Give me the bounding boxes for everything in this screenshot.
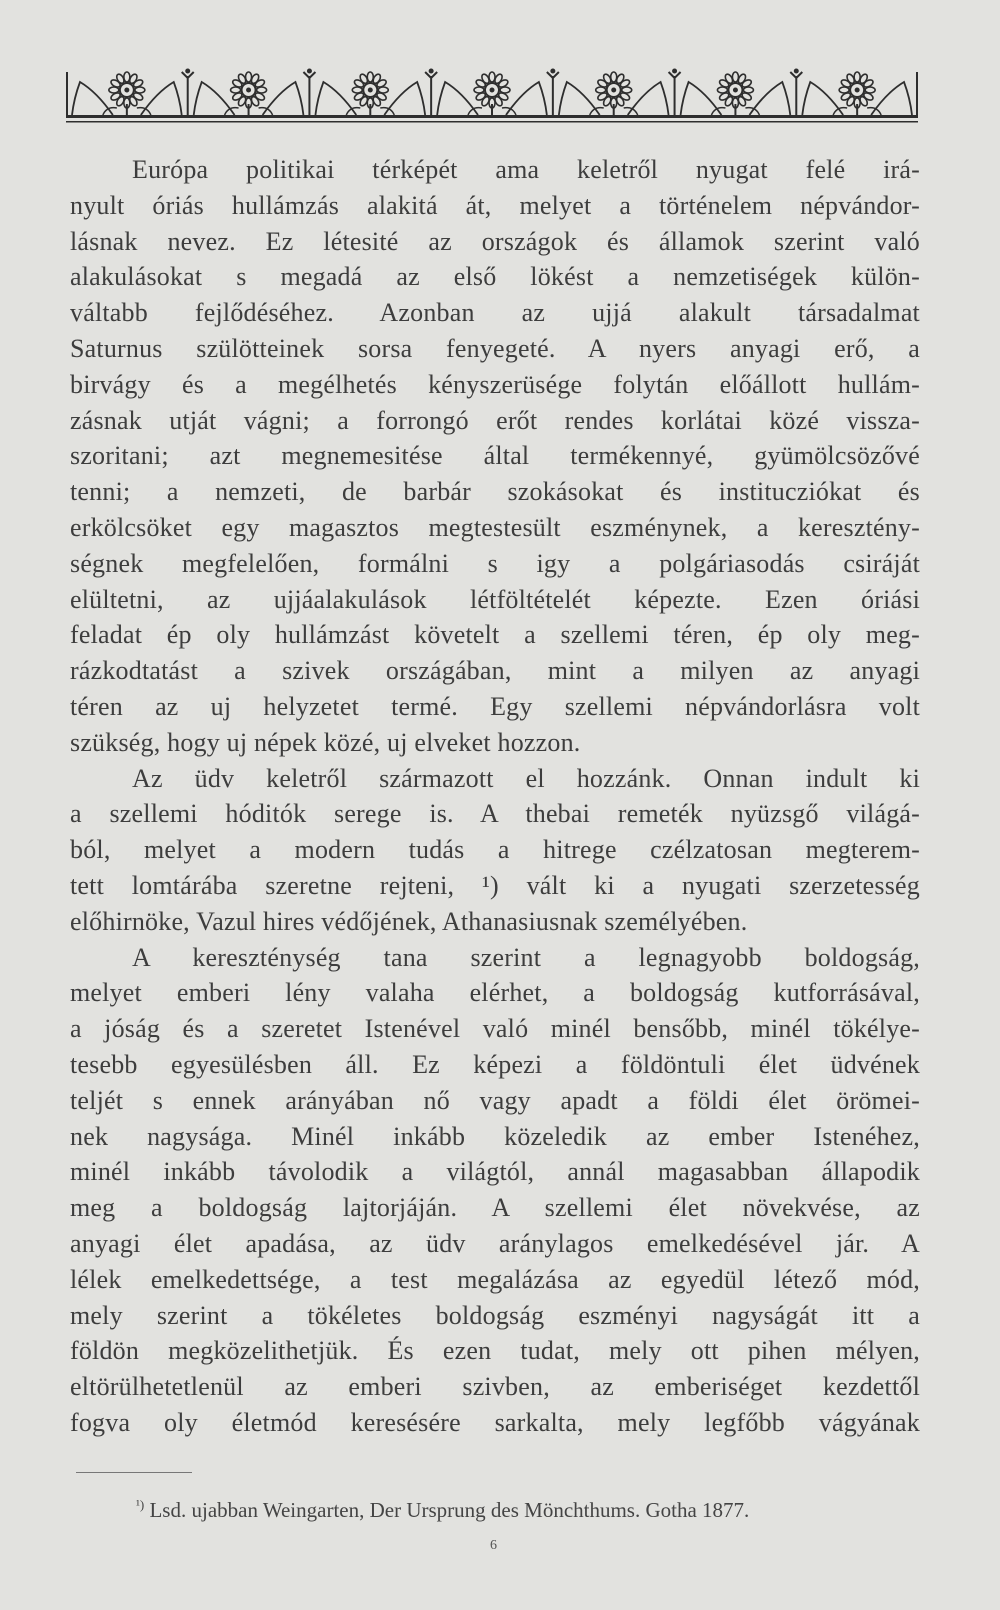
text-line: zásnak utját vágni; a forrongó erőt rendes korlátai közé vissza- <box>70 405 920 435</box>
footnote <box>136 1497 749 1523</box>
text-line: A kereszténység tana szerint a legnagyobb boldogság, <box>132 942 920 972</box>
text-line: téren az uj helyzetet termé. Egy szellemi népvándorlásra volt <box>70 691 920 721</box>
text-line: teljét s ennek arányában nő vagy apadt a földi élet örömei- <box>70 1085 920 1115</box>
footnote-divider <box>76 1472 192 1473</box>
text-line: tesebb egyesülésben áll. Ez képezi a földöntuli élet üdvének <box>70 1049 920 1079</box>
text-line: birvágy és a megélhetés kényszerüsége folytán előállott hullám- <box>70 369 920 399</box>
text-line: elültetni, az ujjáalakulások létföltételét képezte. Ezen óriási <box>70 584 920 614</box>
text-line: eltörülhetetlenül az emberi szivben, az emberiséget kezdettől <box>70 1372 920 1402</box>
text-line: fogva oly életmód keresésére sarkalta, mely legfőbb vágyának <box>70 1407 920 1437</box>
text-line: erkölcsöket egy magasztos megtestesült eszménynek, a keresztény- <box>70 512 920 542</box>
text-line: a szellemi hóditók serege is. A thebai remeték nyüzsgő világá- <box>70 799 920 829</box>
text-line: minél inkább távolodik a világtól, annál magasabban állapodik <box>70 1157 920 1187</box>
text-line: mely szerint a tökéletes boldogság eszményi nagyságát itt a <box>70 1300 920 1330</box>
text-line: feladat ép oly hullámzást követelt a szellemi téren, ép oly meg- <box>70 620 920 650</box>
text-line: Saturnus szülötteinek sorsa fenyegeté. A nyers anyagi erő, a <box>70 333 920 363</box>
text-line: a jóság és a szeretet Istenével való minél bensőbb, minél tökélye- <box>70 1014 920 1044</box>
text-line: szükség, hogy uj népek közé, uj elveket hozzon. <box>70 727 581 757</box>
text-line: meg a boldogság lajtorjáján. A szellemi élet növekvése, az <box>70 1193 920 1223</box>
text-line: földön megközelithetjük. És ezen tudat, mely ott pihen mélyen, <box>70 1336 920 1366</box>
text-line: váltabb fejlődéséhez. Azonban az ujjá alakult társadalmat <box>70 298 920 328</box>
text-line: lélek emelkedettsége, a test megalázása az egyedül létező mód, <box>70 1264 920 1294</box>
body-text <box>70 152 920 1441</box>
text-line: lásnak nevez. Ez létesité az országok és államok szerint való <box>70 226 920 256</box>
text-line: nek nagysága. Minél inkább közeledik az ember Istenéhez, <box>70 1121 920 1151</box>
text-line: nyult óriás hullámzás alakitá át, melyet a történelem népvándor- <box>70 190 920 220</box>
text-line: rázkodtatást a szivek országában, mint a milyen az anyagi <box>70 656 920 686</box>
text-line: anyagi élet apadása, az üdv aránylagos emelkedésével jár. A <box>70 1228 920 1258</box>
text-line: alakulásokat s megadá az első lökést a nemzetiségek külön- <box>70 262 920 292</box>
text-line: melyet emberi lény valaha elérhet, a boldogság kutforrásával, <box>70 978 920 1008</box>
page-number: 6 <box>490 1538 497 1553</box>
footnote-text: Lsd. ujabban Weingarten, Der Ursprung des Mönchthums. Gotha 1877. <box>149 1498 750 1522</box>
footnote-marker: ¹) <box>136 1497 145 1512</box>
text-line: ból, melyet a modern tudás a hitrege czélzatosan megterem- <box>70 835 920 865</box>
text-line: Az üdv keletről származott el hozzánk. Onnan indult ki <box>132 763 920 793</box>
text-line: tett lomtárába szeretne rejteni, ¹) vált ki a nyugati szerzetesség <box>70 870 920 900</box>
floral-border-icon <box>66 62 918 128</box>
text-line: Európa politikai térképét ama keletről nyugat felé irá- <box>132 155 920 184</box>
text-line: előhirnöke, Vazul hires védőjének, Athanasiusnak személyében. <box>70 906 748 936</box>
text-line: tenni; a nemzeti, de barbár szokásokat és institucziókat és <box>70 477 920 507</box>
text-line: szoritani; azt megnemesitése által termékennyé, gyümölcsözővé <box>70 441 920 471</box>
text-line: ségnek megfelelően, formálni s igy a polgáriasodás csiráját <box>70 548 920 578</box>
